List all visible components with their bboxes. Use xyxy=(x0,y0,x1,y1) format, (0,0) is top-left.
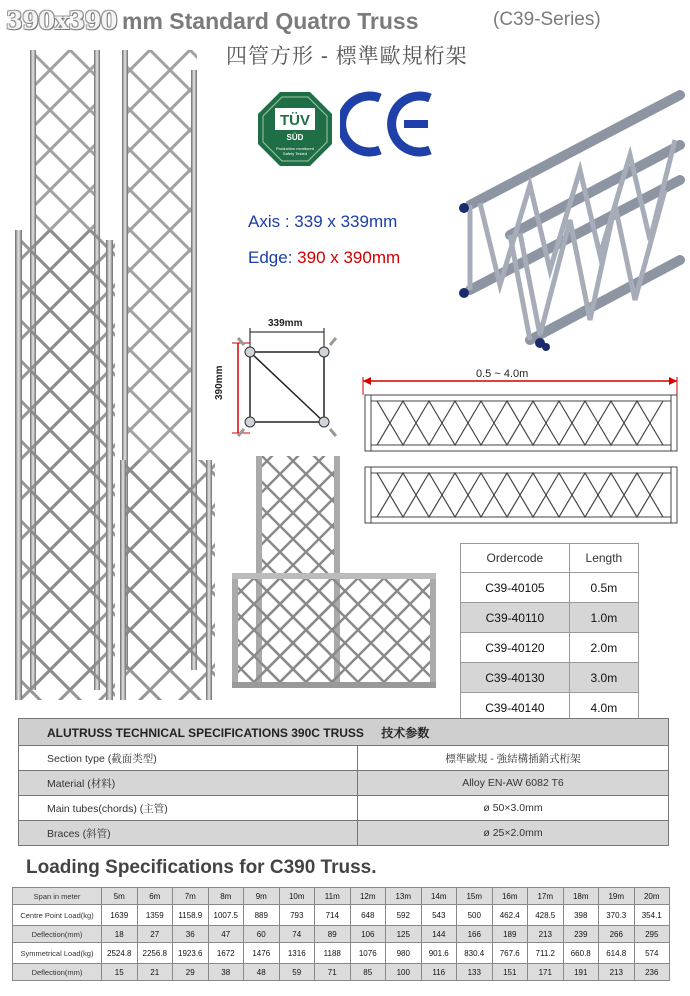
span-cell: 13m xyxy=(386,888,422,905)
spec-table-title xyxy=(19,719,669,746)
span-cell: 11m xyxy=(315,888,351,905)
load-value-cell: 191 xyxy=(563,964,599,981)
load-row-label: Centre Point Load(kg) xyxy=(13,905,102,926)
load-value-cell: 1672 xyxy=(208,943,244,964)
table-row xyxy=(19,821,669,846)
table-row xyxy=(19,771,669,796)
length-cell: 0.5m xyxy=(569,573,638,603)
ordercode-table xyxy=(460,543,639,723)
load-value-cell: 1359 xyxy=(137,905,173,926)
horizontal-truss-photo xyxy=(440,85,685,360)
edge-label: Edge: xyxy=(248,248,293,267)
table-row xyxy=(13,964,670,981)
length-cell: 2.0m xyxy=(569,633,638,663)
load-value-cell: 1076 xyxy=(350,943,386,964)
span-cell: 18m xyxy=(563,888,599,905)
load-value-cell: 354.1 xyxy=(634,905,670,926)
load-value-cell: 89 xyxy=(315,926,351,943)
load-value-cell: 428.5 xyxy=(528,905,564,926)
load-value-cell: 1188 xyxy=(315,943,351,964)
table-row xyxy=(19,746,669,771)
spec-label: Section type (截面类型) xyxy=(19,746,358,771)
table-row xyxy=(13,943,670,964)
ordercode-cell: C39-40120 xyxy=(461,633,570,663)
span-cell: 19m xyxy=(599,888,635,905)
ordercode-cell: C39-40130 xyxy=(461,663,570,693)
table-row xyxy=(461,573,639,603)
tuv-text: TÜV xyxy=(280,112,310,129)
table-row xyxy=(13,926,670,943)
load-value-cell: 38 xyxy=(208,964,244,981)
table-row xyxy=(461,663,639,693)
span-cell: 8m xyxy=(208,888,244,905)
spec-title-cn: 技术参数 xyxy=(381,725,430,740)
load-value-cell: 1476 xyxy=(244,943,280,964)
axis-dimension: Axis : 339 x 339mm xyxy=(248,212,398,231)
load-value-cell: 213 xyxy=(528,926,564,943)
load-value-cell: 767.6 xyxy=(492,943,528,964)
table-row xyxy=(19,796,669,821)
load-value-cell: 21 xyxy=(137,964,173,981)
ordercode-cell: C39-40140 xyxy=(461,693,570,723)
svg-text:Production monitored: Production monitored xyxy=(275,146,315,151)
load-value-cell: 18 xyxy=(102,926,138,943)
table-row xyxy=(461,633,639,663)
title-chinese: 四管方形 - 標準歐規桁架 xyxy=(226,45,468,68)
load-value-cell: 47 xyxy=(208,926,244,943)
length-cell: 3.0m xyxy=(569,663,638,693)
load-value-cell: 1316 xyxy=(279,943,315,964)
load-value-cell: 213 xyxy=(599,964,635,981)
load-value-cell: 793 xyxy=(279,905,315,926)
load-value-cell: 48 xyxy=(244,964,280,981)
load-value-cell: 36 xyxy=(173,926,209,943)
load-value-cell: 151 xyxy=(492,964,528,981)
tuv-sub-text: SÜD xyxy=(286,133,304,142)
load-value-cell: 714 xyxy=(315,905,351,926)
truss-cubes-photo xyxy=(228,448,453,698)
series-label: (C39-Series) xyxy=(493,9,601,30)
span-label-cell: Span in meter xyxy=(13,888,102,905)
load-value-cell: 574 xyxy=(634,943,670,964)
load-value-cell: 711.2 xyxy=(528,943,564,964)
edge-value: 390 x 390mm xyxy=(297,248,401,267)
spec-label: Main tubes(chords) (主管) xyxy=(19,796,358,821)
span-cell: 9m xyxy=(244,888,280,905)
span-cell: 6m xyxy=(137,888,173,905)
spec-table-header xyxy=(19,719,669,746)
load-value-cell: 85 xyxy=(350,964,386,981)
span-cell: 14m xyxy=(421,888,457,905)
load-value-cell: 171 xyxy=(528,964,564,981)
load-value-cell: 239 xyxy=(563,926,599,943)
svg-text:Safety Tested: Safety Tested xyxy=(282,151,308,156)
spec-value: Alloy EN-AW 6082 T6 xyxy=(358,771,669,796)
tuv-logo xyxy=(258,92,332,166)
load-value-cell: 106 xyxy=(350,926,386,943)
span-cell: 7m xyxy=(173,888,209,905)
load-value-cell: 830.4 xyxy=(457,943,493,964)
load-value-cell: 166 xyxy=(457,926,493,943)
load-value-cell: 1639 xyxy=(102,905,138,926)
load-row-label: Symmetrical Load(kg) xyxy=(13,943,102,964)
spec-value: 標準歐規 - 強結構插銷式桁架 xyxy=(358,746,669,771)
span-cell: 15m xyxy=(457,888,493,905)
load-value-cell: 266 xyxy=(599,926,635,943)
load-value-cell: 2256.8 xyxy=(137,943,173,964)
load-value-cell: 59 xyxy=(279,964,315,981)
load-value-cell: 901.6 xyxy=(421,943,457,964)
load-value-cell: 295 xyxy=(634,926,670,943)
spec-label: Material (材料) xyxy=(19,771,358,796)
load-value-cell: 1158.9 xyxy=(173,905,209,926)
spec-label: Braces (斜管) xyxy=(19,821,358,846)
span-cell: 5m xyxy=(102,888,138,905)
load-value-cell: 27 xyxy=(137,926,173,943)
ordercode-cell: C39-40110 xyxy=(461,603,570,633)
cross-section-width-label: 339mm xyxy=(268,318,303,329)
span-cell: 17m xyxy=(528,888,564,905)
span-cell: 16m xyxy=(492,888,528,905)
load-value-cell: 980 xyxy=(386,943,422,964)
load-value-cell: 116 xyxy=(421,964,457,981)
length-cell: 1.0m xyxy=(569,603,638,633)
ordercode-cell: C39-40105 xyxy=(461,573,570,603)
load-value-cell: 60 xyxy=(244,926,280,943)
spec-value: ø 25×2.0mm xyxy=(358,821,669,846)
load-value-cell: 74 xyxy=(279,926,315,943)
spec-title-text: ALUTRUSS TECHNICAL SPECIFICATIONS 390C TRUSS xyxy=(47,725,364,740)
load-row-label: Deflection(mm) xyxy=(13,926,102,943)
load-value-cell: 398 xyxy=(563,905,599,926)
span-cell: 12m xyxy=(350,888,386,905)
title-size: 390x390 xyxy=(6,6,118,35)
load-value-cell: 236 xyxy=(634,964,670,981)
load-value-cell: 614.8 xyxy=(599,943,635,964)
load-value-cell: 1007.5 xyxy=(208,905,244,926)
loading-specifications-table xyxy=(12,887,670,981)
loading-specifications-title: Loading Specifications for C390 Truss. xyxy=(26,857,377,878)
technical-specifications-table xyxy=(18,718,669,846)
load-row-label: Deflection(mm) xyxy=(13,964,102,981)
ce-mark-logo xyxy=(340,88,436,160)
load-value-cell: 144 xyxy=(421,926,457,943)
load-table-header-row xyxy=(13,888,670,905)
table-row xyxy=(461,603,639,633)
load-value-cell: 71 xyxy=(315,964,351,981)
load-value-cell: 100 xyxy=(386,964,422,981)
load-value-cell: 29 xyxy=(173,964,209,981)
load-value-cell: 592 xyxy=(386,905,422,926)
span-cell: 20m xyxy=(634,888,670,905)
load-value-cell: 15 xyxy=(102,964,138,981)
load-value-cell: 648 xyxy=(350,905,386,926)
length-cell: 4.0m xyxy=(569,693,638,723)
load-value-cell: 462.4 xyxy=(492,905,528,926)
load-value-cell: 543 xyxy=(421,905,457,926)
length-header: Length xyxy=(569,544,638,573)
page-title: mm Standard Quatro Truss xyxy=(122,8,419,34)
span-cell: 10m xyxy=(279,888,315,905)
load-value-cell: 660.8 xyxy=(563,943,599,964)
spec-value: ø 50×3.0mm xyxy=(358,796,669,821)
load-value-cell: 125 xyxy=(386,926,422,943)
span-length-label: 0.5 ~ 4.0m xyxy=(476,368,529,380)
load-value-cell: 189 xyxy=(492,926,528,943)
truss-towers-photo xyxy=(10,30,235,710)
cross-section-height-label: 390mm xyxy=(214,365,225,400)
cross-section-diagram xyxy=(228,318,350,443)
ordercode-header: Ordercode xyxy=(461,544,570,573)
load-value-cell: 370.3 xyxy=(599,905,635,926)
load-value-cell: 2524.8 xyxy=(102,943,138,964)
load-value-cell: 1923.6 xyxy=(173,943,209,964)
load-value-cell: 133 xyxy=(457,964,493,981)
table-row xyxy=(13,905,670,926)
load-value-cell: 889 xyxy=(244,905,280,926)
edge-dimension xyxy=(248,248,400,268)
load-value-cell: 500 xyxy=(457,905,493,926)
